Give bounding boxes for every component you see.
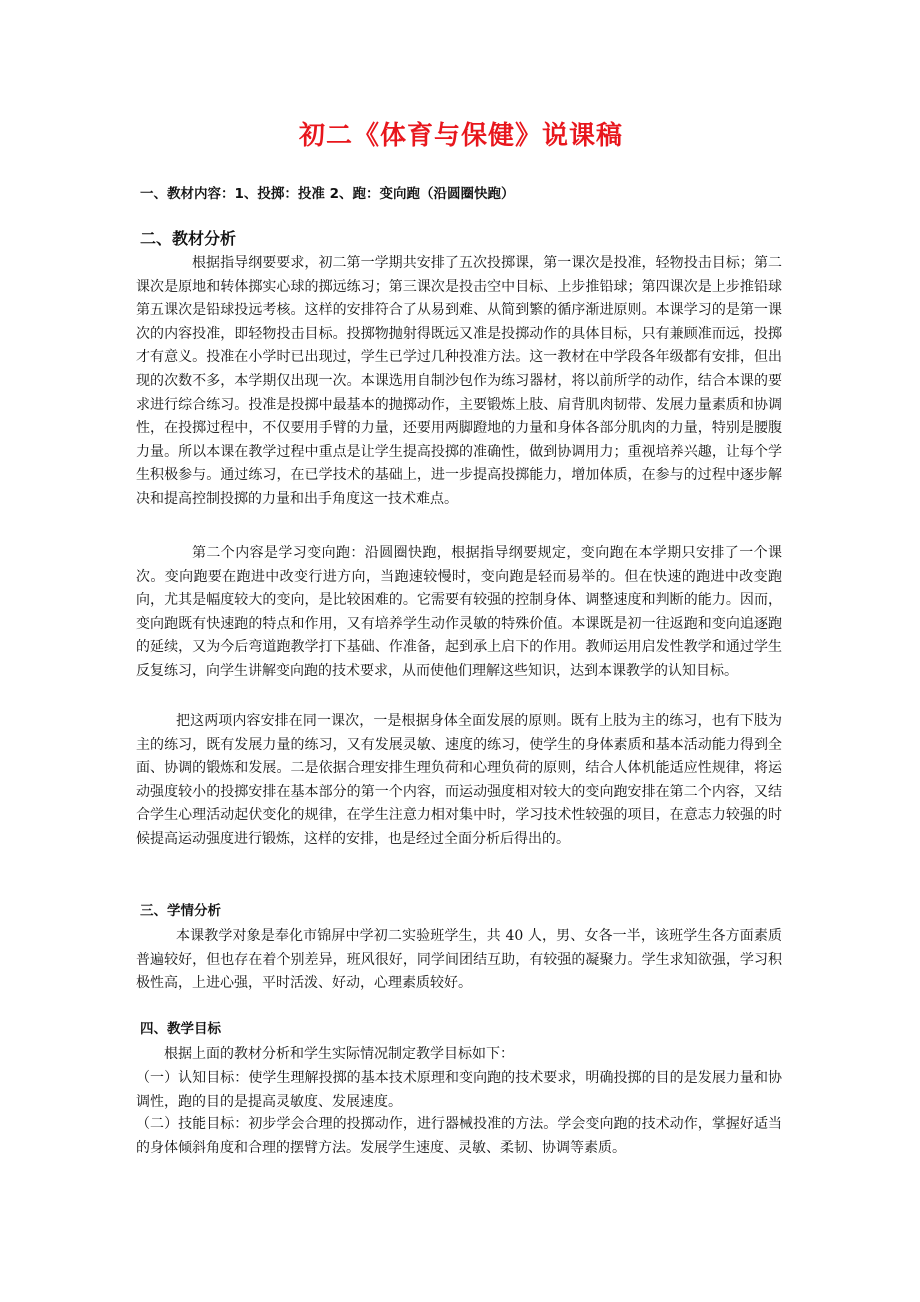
teaching-content-line: 一、教材内容：1、投掷：投准 2、跑：变向跑（沿圆圈快跑） — [140, 186, 515, 202]
section-heading-student-analysis: 三、学情分析 — [140, 903, 221, 919]
paragraph-material-analysis-2: 第二个内容是学习变向跑：沿圆圈快跑，根据指导纲要规定，变向跑在本学期只安排了一个课次。变向跑要在跑进中改变行进方向，当跑速较慢时，变向跑是轻而易举的。但在快速的跑进中改变跑向，尤其是幅度较大的变向，是比较困难的。它需要有较强的控制身体、调整速度和判断的能力。因而，变向跑既有快速跑的特点和作用，又有培养学生动作灵敏的特殊价值。本课既是初一往返跑和变向追逐跑的延续，又为今后弯道跑教学打下基础、作准备，起到承上启下的作用。教师运用启发性教学和通过学生反复练习，向学生讲解变向跑的技术要求，从而使他们理解这些知识，达到本课教学的认知目标。 — [136, 545, 782, 679]
paragraph-goal-skill: （二）技能目标：初步学会合理的投掷动作，进行器械投准的方法。学会变向跑的技术动作，掌握好适当的身体倾斜角度和合理的摆臂方法。发展学生速度、灵敏、柔韧、协调等素质。 — [136, 1116, 782, 1156]
section-heading-material-analysis: 二、教材分析 — [140, 229, 237, 248]
section-heading-teaching-goals: 四、教学目标 — [140, 1021, 221, 1037]
paragraph-material-analysis-3: 把这两项内容安排在同一课次，一是根据身体全面发展的原则。既有上肢为主的练习，也有下肢为主的练习，既有发展力量的练习，又有发展灵敏、速度的练习，使学生的身体素质和基本活动能力得到全面、协调的锻炼和发展。二是依据合理安排生理负荷和心理负荷的原则，结合人体机能适应性规律，将运动强度较小的投掷安排在基本部分的第一个内容，而运动强度相对较大的变向跑安排在第二个内容，又结合学生心理活动起伏变化的规律，在学生注意力相对集中时，学习技术性较强的项目，在意志力较强的时候提高运动强度进行锻炼，这样的安排，也是经过全面分析后得出的。 — [136, 713, 782, 847]
paragraph-student-analysis: 本课教学对象是奉化市锦屏中学初二实验班学生，共 40 人，男、女各一半，该班学生各方面素质普遍较好，但也存在着个别差异，班风很好，同学间团结互助，有较强的凝聚力。学生求知欲强，学习积极性高，上进心强，平时活泼、好动，心理素质较好。 — [136, 928, 782, 992]
paragraph-material-analysis-1: 根据指导纲要要求，初二第一学期共安排了五次投掷课，第一课次是投准，轻物投击目标；第二课次是原地和转体掷实心球的掷远练习；第三课次是投击空中目标、上步推铅球；第四课次是上步推铅球 第五课次是铅球投远考核。这样的安排符合了从易到难、从简到繁的循序渐进原则。本课学习的是第一课次的内容投准，即轻物投击目标。投掷物抛射得既远又准是投掷动作的具体目标，只有兼顾准而远，投掷才有意义。投准在小学时已出现过，学生已学过几种投准方法。这一教材在中学段各年级都有安排，但出现的次数不多，本学期仅出现一次。本课选用自制沙包作为练习器材，将以前所学的动作，结合本课的要求进行综合练习。投准是投掷中最基本的抛掷动作，主要锻炼上肢、肩背肌肉韧带、发展力量素质和协调性，在投掷过程中，不仅要用手臂的力量，还要用两脚蹬地的力量和身体各部分肌肉的力量，特别是腰腹力量。所以本课在教学过程中重点是让学生提高投掷的准确性，做到协调用力；重视培养兴趣，让每个学生积极参与。通过练习，在已学技术的基础上，进一步提高投掷能力，增加体质，在参与的过程中逐步解决和提高控制投掷的力量和出手角度这一技术难点。 — [136, 255, 782, 507]
document-title: 初二《体育与保健》说课稿 — [298, 121, 623, 151]
paragraph-goal-cognitive: （一）认知目标：使学生理解投掷的基本技术原理和变向跑的技术要求，明确投掷的目的是发展力量和协调性，跑的目的是提高灵敏度、发展速度。 — [136, 1070, 782, 1110]
paragraph-goals-intro: 根据上面的教材分析和学生实际情况制定教学目标如下： — [164, 1046, 514, 1062]
